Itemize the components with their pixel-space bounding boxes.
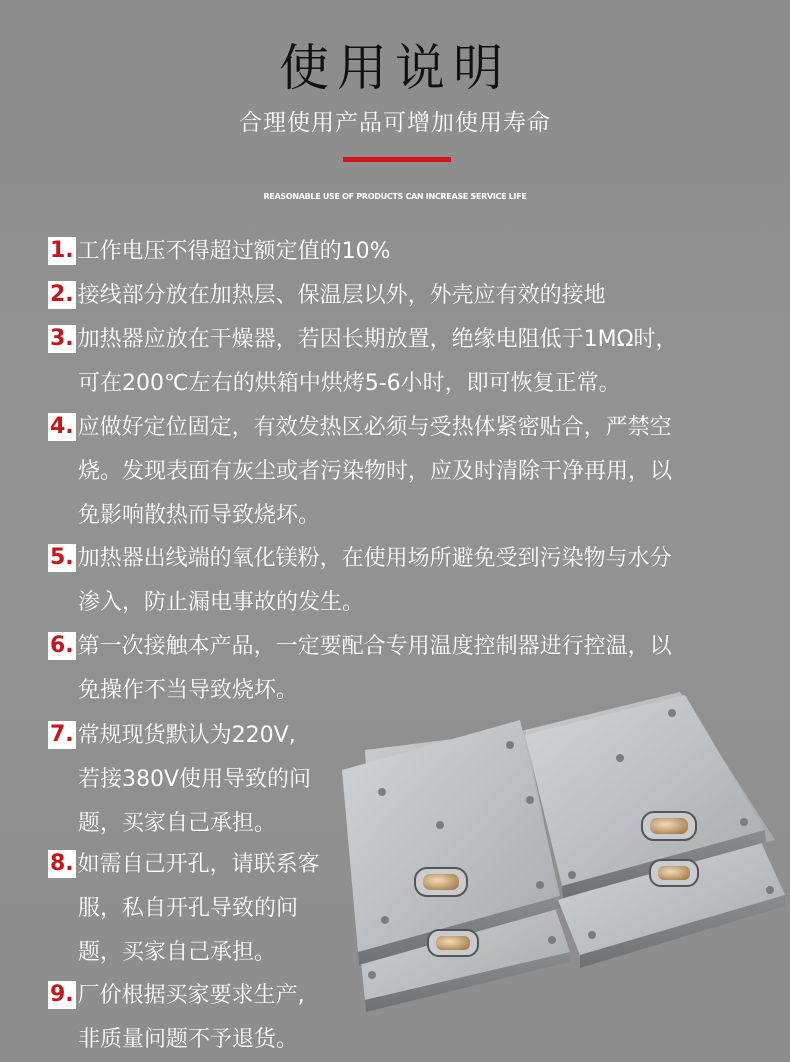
english-subtitle: REASONABLE USE OF PRODUCTS CAN INCREASE SERVICE LIFE [263,192,527,201]
list-item [48,843,320,975]
list-item [48,274,606,318]
item-number: 5. [50,545,74,570]
list-item [48,714,311,846]
item-text: 可在200℃左右的烘箱中烘烤5-6小时，即可恢复正常。 [78,371,621,396]
list-item [48,974,305,1062]
title-divider [343,157,451,162]
item-text: 烧。发现表面有灰尘或者污染物时，应及时清除干净再用，以 [78,459,673,484]
item-text: 加热器出线端的氧化镁粉，在使用场所避免受到污染物与水分 [77,546,672,571]
list-item [48,406,672,538]
item-text: 应做好定位固定，有效发热区必须与受热体紧密贴合，严禁空 [77,415,672,440]
page-title: 使用说明 [279,39,511,97]
item-text: 非质量问题不予退货。 [78,1027,299,1052]
heater-plates-image [330,690,790,1062]
item-text: 厂价根据买家要求生产, [77,983,305,1008]
item-text: 题，买家自己承担。 [78,940,277,965]
item-number: 9. [50,982,74,1007]
item-text: 如需自己开孔，请联系客 [77,852,320,877]
item-text: 免操作不当导致烧坏。 [78,678,299,703]
item-number: 7. [50,722,74,747]
list-item [48,230,391,274]
item-text: 常规现货默认为220V, [77,723,296,748]
item-text: 服，私自开孔导致的问 [78,896,299,921]
item-text: 工作电压不得超过额定值的10% [77,239,391,264]
item-text: 接线部分放在加热层、保温层以外，外壳应有效的接地 [77,283,606,308]
item-text: 若接380V使用导致的问 [78,767,312,792]
item-text: 加热器应放在干燥器，若因长期放置，绝缘电阻低于1MΩ时， [77,327,678,352]
item-text: 第一次接触本产品，一定要配合专用温度控制器进行控温，以 [77,634,672,659]
list-item [48,625,672,713]
list-item [48,537,672,625]
item-number: 6. [50,633,74,658]
list-item [48,318,677,406]
item-text: 渗入，防止漏电事故的发生。 [78,590,365,615]
item-number: 1. [50,238,74,263]
item-number: 4. [50,414,74,439]
item-number: 8. [50,851,74,876]
item-text: 题，买家自己承担。 [78,811,277,836]
item-number: 3. [50,326,74,351]
item-text: 免影响散热而导致烧坏。 [78,503,321,528]
item-number: 2. [50,282,74,307]
page-subtitle: 合理使用产品可增加使用寿命 [239,110,551,136]
